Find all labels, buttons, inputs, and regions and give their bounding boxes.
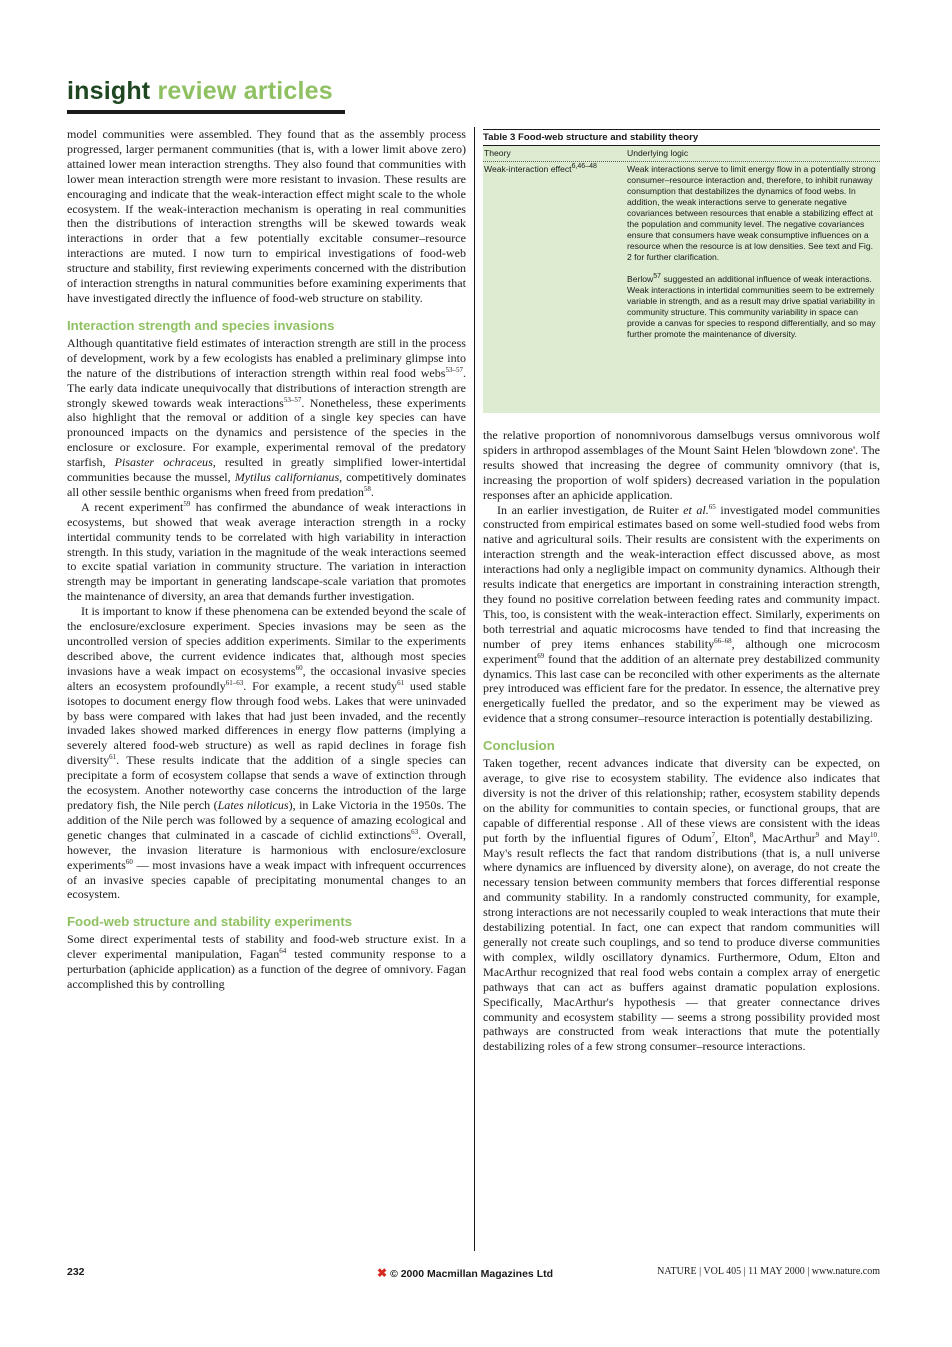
- page-footer: [67, 1266, 880, 1282]
- reference-superscript: 69: [537, 651, 545, 660]
- page-number: 232: [67, 1266, 85, 1278]
- reference-superscript: 10: [870, 830, 877, 839]
- species-name: Mytilus californianus: [234, 470, 340, 485]
- table-3: [483, 129, 880, 413]
- italic-text: et al.: [683, 502, 709, 517]
- reference-superscript: 61–63: [225, 678, 244, 687]
- table-cell-paragraph: Berlow$^{57}$ suggested an additional influence of weak interactions. Weak interactions in intertidal communities seem to be extremely variable in strength, and as a result may drive spatial variability in community structure. This community variability in space can provide a canvas for species to respond differentially, and so may further promote the maintenance of diversity.: [627, 273, 876, 339]
- column-divider: [474, 127, 475, 1251]
- species-name: Pisaster ochraceus: [114, 455, 213, 470]
- table-header-row: [483, 146, 880, 162]
- reference-superscript: 9: [815, 830, 820, 839]
- reference-superscript: 66–68: [714, 636, 732, 645]
- paragraph: Some direct experimental tests of stability and food-web structure exist. In a clever experimental manipulation, Fagan$^{64}$ tested community response to a perturbation (aphicide application) as a function of the degree of omnivory. Fagan accomplished this by controlling: [67, 932, 466, 992]
- reference-superscript: 8: [749, 830, 754, 839]
- right-column: [483, 428, 880, 1054]
- table-cell-paragraph: Weak interactions serve to limit energy flow in a potentially strong consumer–resource interaction and, therefore, to inhibit runaway consumption that destabilizes the dynamics of food webs. In addition, the weak interactions serve to generate negative covariances between resources that enable a stabilizing effect at the population and community level. The negative covariances ensure that consumers have weak consumptive influences on a resource when the resource is at low densities. See text and Fig. 2 for further clarification.: [627, 164, 876, 262]
- section-heading-interaction-strength: Interaction strength and species invasions: [67, 317, 335, 333]
- reference-superscript: 6,46–48: [571, 163, 597, 171]
- section-heading-food-web-experiments: Food-web structure and stability experiments: [67, 914, 353, 930]
- reference-superscript: 58: [363, 484, 371, 493]
- reference-superscript: 59: [183, 499, 191, 508]
- table-header-logic: Underlying logic: [627, 148, 689, 158]
- reference-superscript: 61: [397, 678, 405, 687]
- paragraph: A recent experiment$^{59}$ has confirmed the abundance of weak interactions in ecosystems, but showed that weak average interaction strength in a rocky intertidal community tends to be correlated with high variability in interaction strength. In this study, variation in the magnitude of the weak interactions seemed to excite spatial variation in community structure. The variation in interaction strength may be important in generating landscape-scale variation that promotes the maintenance of diversity, an area that demands further investigation.: [67, 499, 466, 604]
- macmillan-logo-icon: ✖: [377, 1266, 388, 1280]
- reference-superscript: 7: [711, 830, 716, 839]
- reference-superscript: 61: [109, 753, 117, 762]
- table-cell-logic: [627, 164, 879, 351]
- reference-superscript: 53–57: [283, 395, 302, 404]
- section-heading-conclusion: Conclusion: [483, 738, 555, 754]
- reference-superscript: 64: [279, 947, 287, 956]
- left-column: [67, 127, 466, 992]
- table-cell-theory: Weak-interaction effect$^{6,46-48}$: [484, 163, 597, 174]
- species-name: Lates niloticus: [217, 797, 289, 812]
- copyright-notice: ✖ © 2000 Macmillan Magazines Ltd: [377, 1266, 554, 1280]
- paragraph: In an earlier investigation, de Ruiter et al.$^{65}$ investigated model communities constructed from empirical estimates based on some well-studied food webs from native and agricultural soils. Their results are consistent with the experiments on interaction strength and the weak-interaction effect discussed above, as most interactions had only a negligible impact on community dynamics. Although their results indicate that energetics are important in constraining interaction strength, they found no positive correlation between feeding rates and community impact. This, too, is consistent with the weak-interaction effect. Similarly, experiments on both terrestrial and aquatic microcosms have tended to find that increasing the number of prey items enhances stability$^{66-68}$, although one microcosm experiment$^{69}$ found that the addition of an alternate prey destabilized community dynamics. This last case can be reconciled with other experiments as the alternate prey introduced was efficient fare for the predator. In essence, the alternative prey energetically fuelled the predator, and so the experiment may be viewed as evidence that a strong consumer–resource interaction is potentially destabilizing.: [483, 502, 880, 726]
- paragraph: Although quantitative field estimates of interaction strength are still in the process of development, work by a few ecologists has enabled a preliminary glimpse into the nature of the distributions of interaction strength within real food webs$^{53-57}$. The early data indicate unequivocally that distributions of interaction strength are strongly skewed towards weak interactions$^{53-57}$. Nonetheless, these experiments also highlight that the removal or addition of a single key species can have pronounced impacts on the dynamics and persistence of the species in the enclosure or exclosure. For example, experimental removal of the predatory starfish, Pisaster ochraceus, resulted in greatly simplified lower-intertidal communities because the mussel, Mytilus californianus, competitively dominates all other sessile benthic organisms when freed from predation$^{58}$.: [67, 335, 467, 499]
- header-word-review-articles: review articles: [157, 77, 333, 105]
- reference-superscript: 60: [125, 857, 133, 866]
- reference-superscript: 63: [411, 827, 419, 836]
- reference-superscript: 57: [653, 273, 662, 281]
- paragraph: It is important to know if these phenomena can be extended beyond the scale of the enclosure/exclosure experiment. Species invasions may be seen as the uncontrolled version of species addition experiments. Similar to the experiments described above, the current evidence indicates that, although most species invasions have a weak impact on ecosystems$^{60}$, the occasional invasive species alters an ecosystem profoundly$^{61-63}$. For example, a recent study$^{61}$ used stable isotopes to document energy flow through food webs. Lakes that were uninvaded by bass were compared with lakes that had just been invaded, and the recently invaded lakes showed marked differences in energy flow patterns (implying a severely altered food-web structure) as well as rapid declines in forage fish diversity$^{61}$. These results indicate that the addition of a single species can precipitate a form of ecosystem collapse that sends a wave of extinction through the ecosystem. Another noteworthy case concerns the introduction of the large predatory fish, the Nile perch (Lates niloticus), in Lake Victoria in the 1950s. The addition of the Nile perch was followed by a sequence of amazing ecological and genetic changes that culminated in a cascade of cichlid extinctions$^{63}$. Overall, however, the invasion literature is harmonious with enclosure/exclosure experiments$^{60}$ — most invasions have a weak impact with infrequent occurrences of an invasive species capable of precipitating monumental changes to an ecosystem.: [67, 604, 466, 902]
- paragraph: model communities were assembled. They found that as the assembly process progressed, larger permanent communities (that is, with a lower limit above zero) attained lower mean interaction strengths. They also found that communities with lower mean interaction strength were more resistant to invasion. These results are encouraging and indicate that the weak-interaction effect might scale to the whole ecosystem. If the weak-interaction mechanism is operating in real communities then the distributions of interaction strengths will be skewed towards weak interactions in order that a few potentially excitable consumer–resource interactions are muted. I now turn to empirical investigations of food-web structure and stability, first reviewing experiments concerned with the distribution of interaction strengths in natural communities before examining experiments that have investigated directly the influence of food-web structure on stability.: [67, 127, 466, 305]
- table-row: [483, 162, 880, 351]
- table-header-theory: Theory: [484, 148, 511, 158]
- paragraph: Taken together, recent advances indicate that diversity can be expected, on average, to give rise to ecosystem stability. The evidence also indicates that diversity is not the driver of this relationship; rather, ecosystem stability depends on the ability for communities to contain species, or functional groups, that are capable of differential response . All of these views are consistent with the ideas put forth by the influential figures of Odum$^7$, Elton$^8$, MacArthur$^9$ and May$^{10}$. May's result reflects the fact that random distributions (that is, a null universe where dynamics are influenced by diversity alone), on average, do not create the necessary tension between community members that forces differential response and community stability. In a randomly constructed community, for example, strong interactions are not necessarily coupled to weak interactions that mute their destabilizing potential. In fact, one can expect that random communities will generally not create such couplings, and so tend to produce diverse communities with complex, wildly oscillatory dynamics. Furthermore, Odum, Elton and MacArthur recognized that real food webs contain a complex array of energetic pathways that can act as buffers against dramatic population explosions. Specifically, MacArthur's hypothesis — that greater connectance drives community and ecosystem stability — seems a strong possibility provided most pathways are constructed from weak interactions that mute the potentially destabilizing roles of a few strong consumer–resource interactions.: [483, 756, 881, 1054]
- header-rule: [67, 110, 345, 114]
- table-caption: Table 3 Food-web structure and stability theory: [483, 129, 880, 146]
- reference-superscript: 65: [708, 502, 716, 511]
- paragraph: the relative proportion of nonomnivorous damselbugs versus omnivorous wolf spiders in arthropod assemblages of the Mount Saint Helen 'blowdown zone'. The results showed that increasing the degree of community omnivory (that is, increasing the proportion of wolf spiders) decreased variation in the population responses after an aphicide application.: [483, 428, 880, 502]
- section-header: [67, 76, 345, 114]
- reference-superscript: 60: [295, 663, 303, 672]
- header-title: [67, 76, 345, 106]
- journal-info: NATURE | VOL 405 | 11 MAY 2000 | www.nature.com: [657, 1266, 880, 1277]
- header-word-insight: insight: [67, 77, 151, 105]
- reference-superscript: 53–57: [445, 365, 463, 374]
